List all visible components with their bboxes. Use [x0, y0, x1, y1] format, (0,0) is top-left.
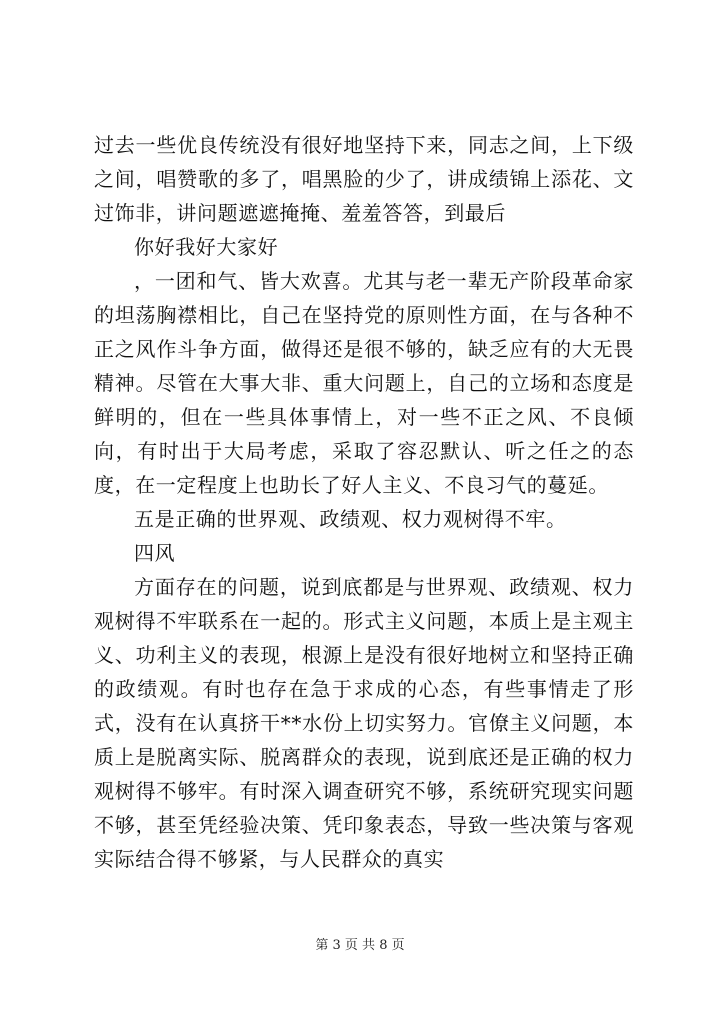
- paragraph-6: 方面存在的问题，说到底都是与世界观、政绩观、权力观树得不牢联系在一起的。形式主义问题，本质上是主观主义、功利主义的表现，根源上是没有很好地树立和坚持正确的政绩观。有时也存在急于求成的心态，有些事情走了形式，没有在认真挤干**水份上切实努力。官僚主义问题，本质上是脱离实际、脱离群众的表现，说到底还是正确的权力观树得不够牢。有时深入调查研究不够，系统研究现实问题不够，甚至凭经验决策、凭印象表态，导致一些决策与客观实际结合得不够紧，与人民群众的真实: [94, 575, 634, 871]
- paragraph-4: 五是正确的世界观、政绩观、权力观树得不牢。: [134, 507, 567, 531]
- paragraph-1: 过去一些优良传统没有很好地坚持下来，同志之间，上下级之间，唱赞歌的多了，唱黑脸的少了，讲成绩锦上添花、文过饰非，讲问题遮遮掩掩、羞羞答答，到最后: [94, 133, 634, 225]
- paragraph-2: 你好我好大家好: [134, 235, 279, 259]
- paragraph-3: ，一团和气、皆大欢喜。尤其与老一辈无产阶段革命家的坦荡胸襟相比，自己在坚持党的原则性方面，在与各种不正之风作斗争方面，做得还是很不够的，缺乏应有的大无畏精神。尽管在大事大非、重大问题上，自己的立场和态度是鲜明的，但在一些具体事情上，对一些不正之风、不良倾向，有时出于大局考虑，采取了容忍默认、听之任之的态度，在一定程度上也助长了好人主义、不良习气的蔓延。: [94, 269, 634, 497]
- paragraph-5: 四风: [134, 541, 176, 565]
- document-body: [94, 128, 634, 876]
- page-footer: 第 3 页 共 8 页: [315, 938, 405, 953]
